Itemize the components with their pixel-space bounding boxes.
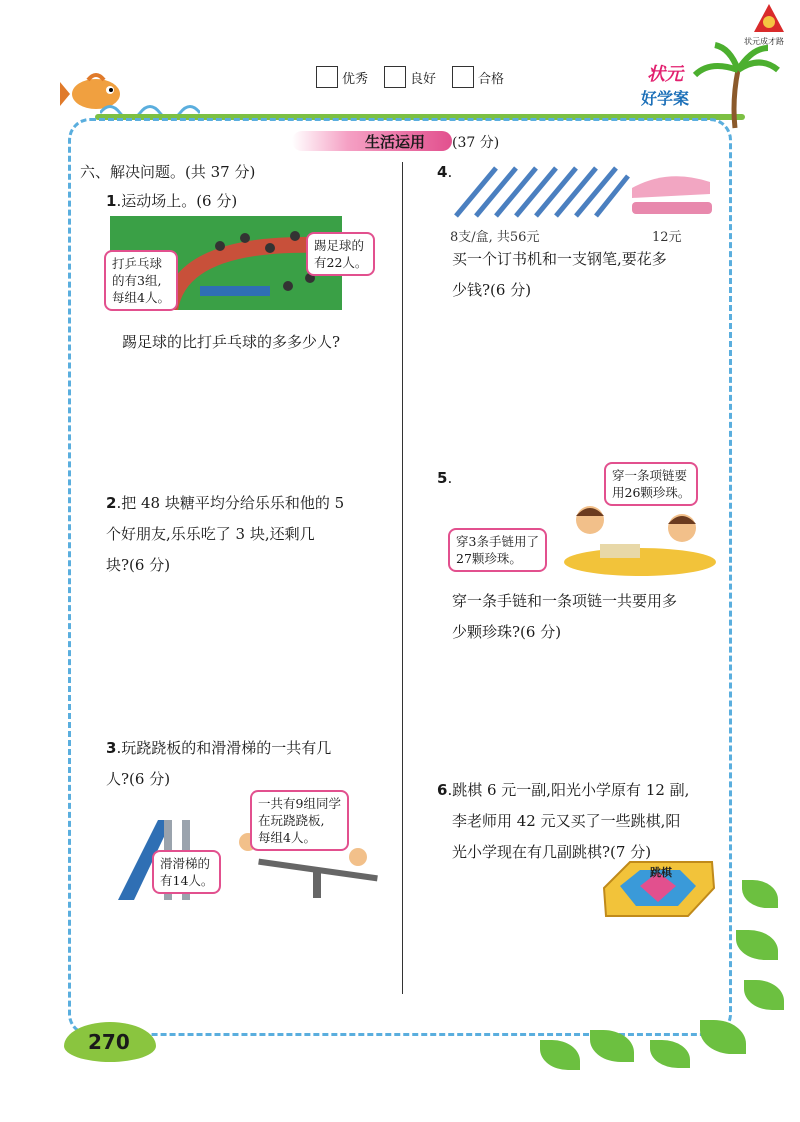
q3-bubble-seesaw-line: 在玩跷跷板,	[258, 813, 325, 828]
q6-line: 李老师用 42 元又买了一些跳棋,阳	[452, 812, 681, 830]
page-number-badge	[64, 1022, 156, 1062]
rating-good-checkbox[interactable]	[384, 66, 406, 88]
q5-bubble-necklace-line: 用26颗珍珠。	[612, 485, 691, 500]
q5-bubble-necklace	[604, 462, 698, 506]
rating-excellent-label: 优秀	[342, 71, 369, 87]
q6-line: 光小学现在有几副跳棋?(7 分)	[452, 843, 652, 861]
rating-pass-checkbox[interactable]	[452, 66, 474, 88]
q5-line: 少颗珍珠?(6 分)	[452, 623, 562, 641]
q4-pens-illustration	[450, 162, 630, 220]
q4-dot: .	[447, 163, 453, 181]
q2-number: 2	[106, 494, 117, 512]
q4-stapler-caption: 12元	[652, 230, 682, 245]
leaf-decoration	[744, 980, 784, 1010]
q5-children-beads-illustration	[560, 498, 720, 580]
q5-dot: .	[447, 469, 453, 487]
page-number: 270	[88, 1030, 130, 1054]
q5-bubble-bracelet-line: 27颗珍珠。	[456, 551, 522, 566]
leaf-decoration	[540, 1040, 580, 1070]
q4-question	[452, 244, 667, 306]
q5-question	[452, 586, 677, 648]
rating-excellent-checkbox[interactable]	[316, 66, 338, 88]
q4-stapler-illustration	[628, 168, 714, 218]
leaf-decoration	[700, 1020, 746, 1054]
q6-number: 6	[437, 781, 448, 799]
q3-line	[106, 733, 331, 764]
q1-bubble-pingpong-line: 打乒乓球	[112, 256, 163, 271]
q3-bubble-seesaw-line: 一共有9组同学	[258, 796, 341, 811]
leaf-decoration	[650, 1040, 690, 1068]
q3-bubble-slide	[152, 850, 221, 894]
palm-tree-icon	[690, 40, 780, 130]
q2-line-text: .把 48 块糖平均分给乐乐和他的 5	[116, 494, 345, 512]
q3-bubble-slide-line: 滑滑梯的	[160, 856, 211, 871]
q5-bubble-bracelet	[448, 528, 547, 572]
publisher-logo-icon	[752, 2, 786, 34]
rating-good-label: 良好	[410, 71, 437, 87]
rating-pass-label: 合格	[478, 71, 505, 87]
q2-line: 个好朋友,乐乐吃了 3 块,还剩几	[106, 525, 315, 543]
q1-bubble-soccer-line: 有22人。	[314, 255, 368, 270]
leaf-decoration	[742, 880, 778, 908]
q1-bubble-pingpong-line: 每组4人。	[112, 290, 170, 305]
q1-question: 踢足球的比打乒乓球的多多少人?	[122, 333, 341, 351]
q2-line: 块?(6 分)	[106, 556, 171, 574]
q1-bubble-soccer	[306, 232, 375, 276]
q1-bubble-soccer-line: 踢足球的	[314, 238, 365, 253]
brand-line2: 好学案	[640, 89, 689, 108]
section-title: 生活运用	[365, 133, 426, 151]
q3-bubble-seesaw-line: 每组4人。	[258, 830, 316, 845]
q3-block	[106, 733, 331, 795]
problems-heading: 六、解决问题。(共 37 分)	[80, 163, 256, 181]
q6-box-label: 跳棋	[650, 866, 672, 879]
q4-line: 少钱?(6 分)	[452, 281, 532, 299]
q5-number: 5	[437, 469, 448, 487]
rating-checkboxes	[316, 66, 516, 88]
q6-block	[437, 775, 689, 868]
q3-bubble-seesaw	[250, 790, 349, 851]
q5-line: 穿一条手链和一条项链一共要用多	[452, 592, 678, 610]
q1-bubble-pingpong-line: 的有3组,	[112, 273, 162, 288]
q3-number: 3	[106, 739, 117, 757]
q3-line-text: .玩跷跷板的和滑滑梯的一共有几	[116, 739, 332, 757]
q5-bubble-necklace-line: 穿一条项链要	[612, 468, 688, 483]
q1-bubble-pingpong	[104, 250, 178, 311]
q4-line: 买一个订书机和一支钢笔,要花多	[452, 250, 667, 268]
q5-bubble-bracelet-line: 穿3条手链用了	[456, 534, 539, 549]
leaf-decoration	[736, 930, 778, 960]
section-score: (37 分)	[452, 135, 500, 151]
q2-block	[106, 488, 344, 581]
q3-line: 人?(6 分)	[106, 770, 171, 788]
q1-number: 1	[106, 192, 117, 210]
q4-number: 4	[437, 163, 448, 181]
publisher-logo-text: 状元成才路	[744, 37, 784, 46]
q2-line	[106, 488, 344, 519]
q1-text: .运动场上。(6 分)	[116, 192, 238, 210]
q6-line-text: .跳棋 6 元一副,阳光小学原有 12 副,	[447, 781, 690, 799]
q3-bubble-slide-line: 有14人。	[160, 873, 214, 888]
q6-line	[437, 775, 689, 806]
column-divider	[402, 162, 403, 994]
brand-line1: 状元	[647, 64, 683, 85]
q4-pens-caption: 8支/盒, 共56元	[450, 230, 540, 245]
q1-title	[106, 186, 237, 217]
q5-number-label	[437, 463, 452, 494]
